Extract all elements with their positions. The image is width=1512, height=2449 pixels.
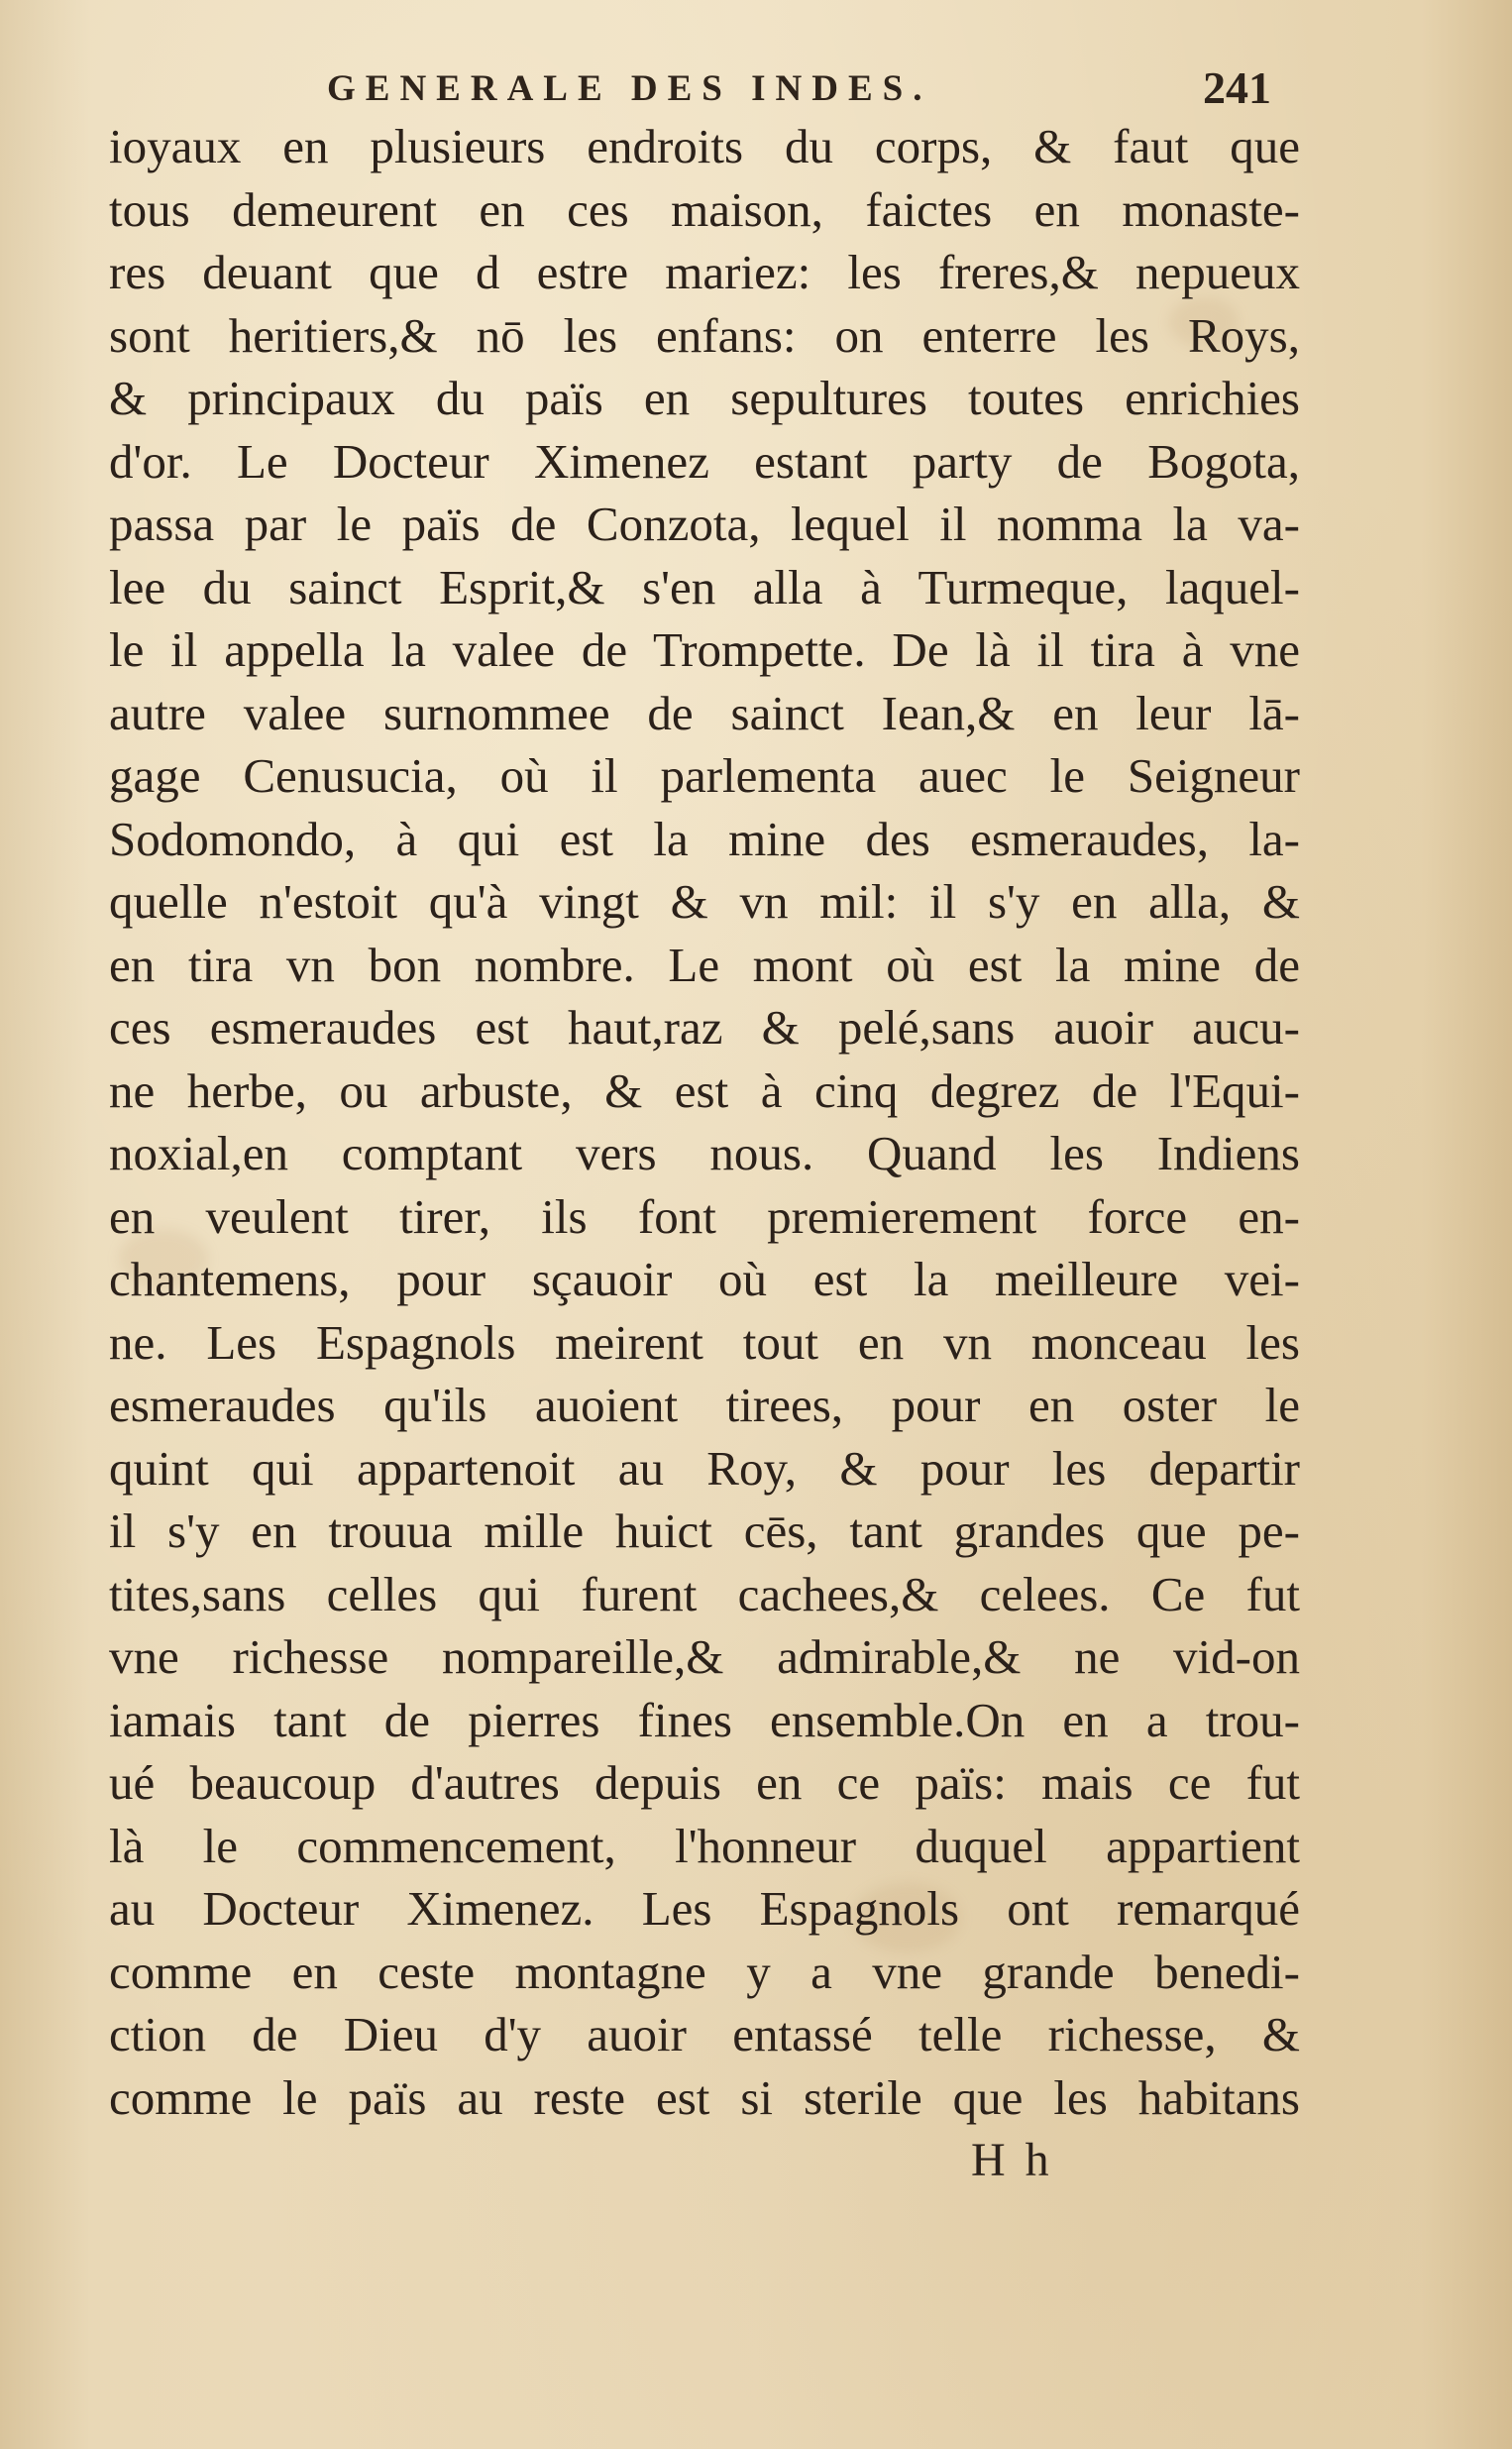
text-line: iamais tant de pierres fines ensemble.On en a trou- [109,1692,1300,1747]
text-line: Sodomondo, à qui est la mine des esmeraudes, la- [109,811,1300,866]
text-line: noxial,en comptant vers nous. Quand les Indiens [109,1126,1300,1180]
text-line: ne. Les Espagnols meirent tout en vn monceau les [109,1314,1300,1370]
text-line: esmeraudes qu'ils auoient tirees, pour en oster le [109,1378,1300,1432]
text-line: & principaux du païs en sepultures toutes enrichies [109,371,1300,425]
text-line: ne herbe, ou arbuste, & est à cinq degrez de l'Equi- [109,1062,1300,1118]
text-line: au Docteur Ximenez. Les Espagnols ont remarqué [109,1881,1300,1936]
text-line: passa par le païs de Conzota, lequel il nomma la va- [109,497,1300,551]
page-number: 241 [1203,62,1271,113]
text-line: quelle n'estoit qu'à vingt & vn mil: il s'y en alla, & [109,874,1300,929]
text-line: ioyaux en plusieurs endroits du corps, & faut que [109,119,1300,173]
text-line: res deuant que d estre mariez: les freres,& nepueux [109,245,1300,299]
text-line: comme le païs au reste est si sterile que les habitans [109,2069,1300,2125]
text-line: d'or. Le Docteur Ximenez estant party de Bogota, [109,433,1300,489]
text-line: il s'y en trouua mille huict cēs, tant grandes que pe- [109,1503,1300,1558]
body-text [109,115,1300,2129]
text-line: ces esmeraudes est haut,raz & pelé,sans auoir aucu- [109,1000,1300,1055]
text-line: là le commencement, l'honneur duquel appartient [109,1818,1300,1873]
text-line: tites,sans celles qui furent cachees,& celees. Ce fut [109,1566,1300,1621]
text-line: sont heritiers,& nō les enfans: on enterre les Roys, [109,307,1300,363]
text-line: le il appella la valee de Trompette. De là il tira à vne [109,622,1300,677]
text-line: ction de Dieu d'y auoir entassé telle richesse, & [109,2007,1300,2061]
text-line: ué beaucoup d'autres depuis en ce païs: mais ce fut [109,1755,1300,1810]
text-line: chantemens, pour sçauoir où est la meilleure vei- [109,1252,1300,1306]
text-line: gage Cenusucia, où il parlementa auec le Seigneur [109,748,1300,803]
text-line: en veulent tirer, ils font premierement force en- [109,1188,1300,1244]
running-title: GENERALE DES INDES. [327,68,932,109]
page-header [0,61,1512,117]
text-line: quint qui appartenoit au Roy, & pour les departir [109,1440,1300,1496]
text-line: en tira vn bon nombre. Le mont où est la mine de [109,937,1300,992]
text-line: vne richesse nompareille,& admirable,& ne vid-on [109,1629,1300,1684]
text-line: lee du sainct Esprit,& s'en alla à Turmeque, laquel- [109,559,1300,614]
text-line: autre valee surnommee de sainct Iean,& en leur lā- [109,685,1300,740]
text-line: comme en ceste montagne y a vne grande benedi- [109,1944,1300,1999]
signature-mark: H h [971,2134,1053,2186]
text-line: tous demeurent en ces maison, faictes en monaste- [109,181,1300,237]
